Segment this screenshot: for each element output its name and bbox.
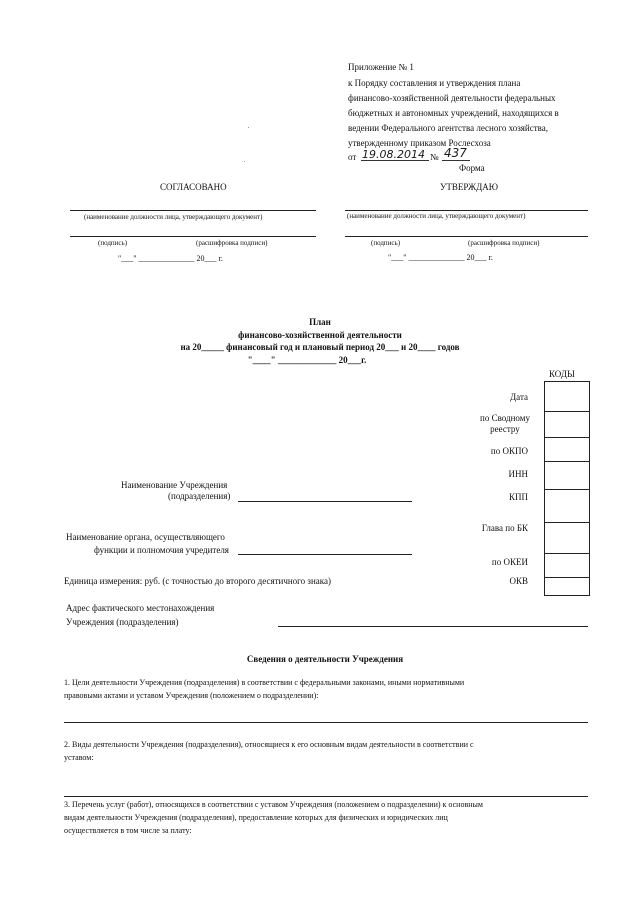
info-item-2-field[interactable] xyxy=(64,796,588,797)
code-label-okv: ОКВ xyxy=(509,576,528,586)
code-cell-inn[interactable] xyxy=(545,462,589,490)
codes-header: КОДЫ xyxy=(549,369,575,379)
institution-label-sub: (подразделения) xyxy=(168,491,231,501)
institution-field[interactable] xyxy=(238,501,412,502)
code-cell-register[interactable] xyxy=(545,412,589,438)
info-item-3-cont: видам деятельности Учреждения (подразделения), предоставление которых для физических и юридических лиц xyxy=(64,813,448,822)
order-date-prefix: от xyxy=(348,152,357,162)
institution-label: Наименование Учреждения xyxy=(121,480,228,490)
approval-right-date-line: "___" ______________ 20___ г. xyxy=(388,253,493,262)
title-date-line: "____" _____________ 20___г. xyxy=(247,355,367,365)
code-label-inn: ИНН xyxy=(508,469,528,479)
order-date-handwritten: 19.08.2014 xyxy=(362,148,425,161)
founder-label-sub: функции и полномочия учредителя xyxy=(94,545,229,555)
code-label-register: по Сводному реестру xyxy=(480,413,530,434)
form-label: Форма xyxy=(459,163,485,173)
scan-speck xyxy=(248,127,249,128)
address-label-sub: Учреждения (подразделения) xyxy=(66,617,179,627)
codes-table xyxy=(544,381,590,596)
approval-right-position-caption: (наименование должности лица, утверждающего документ) xyxy=(347,212,526,220)
code-cell-kpp[interactable] xyxy=(545,490,589,523)
code-label-date: Дата xyxy=(510,392,528,402)
info-item-1-cont: правовыми актами и уставом Учреждения (положением о подразделении): xyxy=(64,691,319,700)
approval-right-decoding-caption: (расшифровка подписи) xyxy=(468,239,540,247)
code-cell-okpo[interactable] xyxy=(545,438,589,462)
founder-field[interactable] xyxy=(238,554,412,555)
approval-right-heading: УТВЕРЖДАЮ xyxy=(440,182,499,192)
info-item-1-field[interactable] xyxy=(64,722,588,723)
appendix-text-line: финансово-хозяйственной деятельности федеральных xyxy=(348,93,556,103)
title-line-1: План xyxy=(309,317,331,327)
info-item-1: 1. Цели деятельности Учреждения (подразделения) в соответствии с федеральными законами, иными нормативными xyxy=(64,678,465,687)
appendix-text-line: к Порядку составления и утверждения плана xyxy=(348,78,521,88)
appendix-text-line: бюджетных и автономных учреждений, находящихся в xyxy=(348,108,559,118)
code-label-kpp: КПП xyxy=(508,492,528,502)
info-item-3: 3. Перечень услуг (работ), относящихся в соответствии с уставом Учреждения (положением о подразделении) к основным xyxy=(64,800,483,809)
unit-of-measure: Единица измерения: руб. (с точностью до второго десятичного знака) xyxy=(64,576,331,586)
code-label-okei: по ОКЕИ xyxy=(491,557,528,567)
appendix-text-line: ведении Федерального агентства лесного хозяйства, xyxy=(348,123,549,133)
code-cell-okei[interactable] xyxy=(545,554,589,578)
address-label: Адрес фактического местонахождения xyxy=(66,603,215,613)
approval-right-signature-caption: (подпись) xyxy=(371,239,401,247)
approval-left-date-line: "___" ______________ 20___ г. xyxy=(118,254,223,263)
scan-speck xyxy=(244,161,245,162)
address-field[interactable] xyxy=(278,626,588,627)
order-number-handwritten: 437 xyxy=(444,146,467,160)
approval-left-position-caption: (наименование должности лица, утверждающего документ) xyxy=(84,213,263,221)
code-cell-date[interactable] xyxy=(545,382,589,412)
title-line-3: на 20_____ финансовый год и плановый период 20___ и 20____ годов xyxy=(180,342,460,352)
info-heading: Сведения о деятельности Учреждения xyxy=(246,654,404,664)
title-line-2: финансово-хозяйственной деятельности xyxy=(238,330,402,340)
approval-left-decoding-caption: (расшифровка подписи) xyxy=(196,239,268,247)
code-label-okpo: по ОКПО xyxy=(490,446,528,456)
info-item-2-cont: уставом: xyxy=(64,753,94,762)
founder-label: Наименование органа, осуществляющего xyxy=(66,532,225,542)
appendix-order-line: утвержденному приказом Рослесхоза xyxy=(348,138,491,148)
order-number-sign: № xyxy=(430,152,439,162)
approval-left-heading: СОГЛАСОВАНО xyxy=(160,182,227,192)
appendix-number: Приложение № 1 xyxy=(348,62,414,72)
approval-left-signature-caption: (подпись) xyxy=(98,239,128,247)
info-item-2: 2. Виды деятельности Учреждения (подразделения), относящиеся к его основным видам деятельности в соответствии с xyxy=(64,740,474,749)
code-label-glava-bk: Глава по БК xyxy=(481,523,528,533)
code-cell-glava-bk[interactable] xyxy=(545,523,589,554)
info-item-3-cont: осуществляется в том числе за плату: xyxy=(64,826,192,835)
code-cell-okv[interactable] xyxy=(545,578,589,595)
